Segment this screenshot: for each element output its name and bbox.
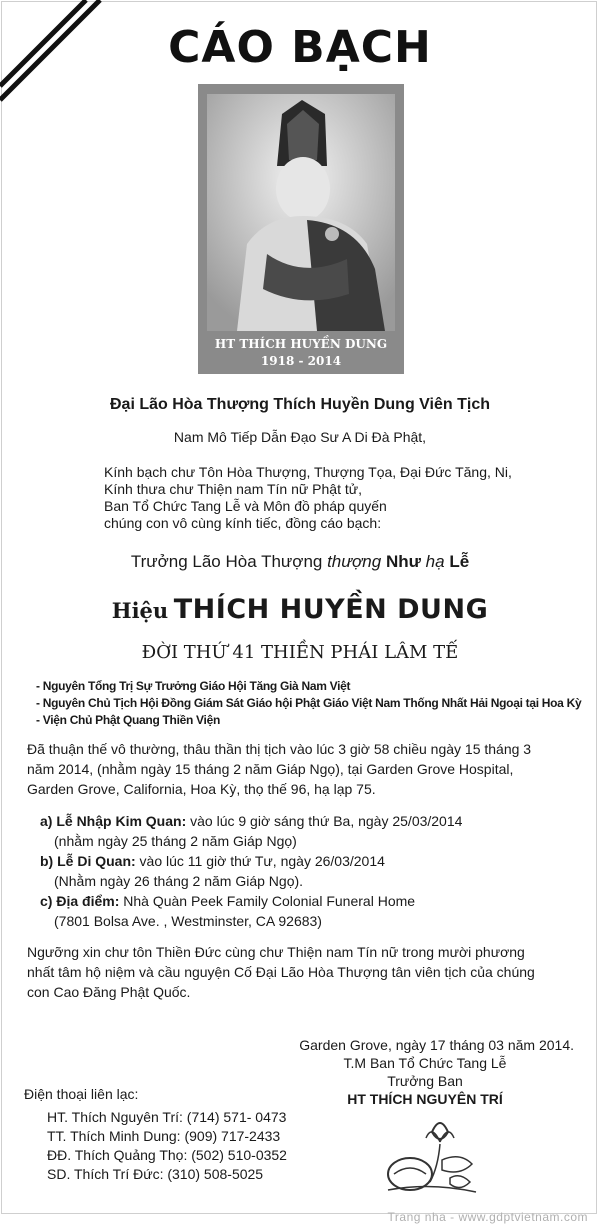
contact-heading: Điện thoại liên lạc: bbox=[24, 1086, 139, 1102]
event-procession bbox=[40, 851, 462, 871]
portrait-caption bbox=[198, 336, 404, 370]
event-label: a) Lễ Nhập Kim Quan: bbox=[40, 813, 187, 829]
caption-years: 1918 - 2014 bbox=[260, 354, 342, 368]
decree-part: hạ bbox=[425, 552, 445, 571]
paragraph-line: năm 2014, (nhằm ngày 15 tháng 2 năm Giáp Ngọ), tại Garden Grove Hospital, bbox=[27, 761, 514, 777]
portrait-photo bbox=[207, 94, 395, 331]
page-title: CÁO BẠCH bbox=[168, 22, 432, 73]
dharma-name-value: THÍCH HUYỀN DUNG bbox=[173, 594, 489, 625]
portrait-frame bbox=[198, 84, 404, 374]
event-address: (7801 Bolsa Ave. , Westminster, CA 92683) bbox=[54, 913, 322, 929]
list-item: - Viện Chủ Phật Quang Thiền Viện bbox=[36, 713, 220, 727]
paragraph-line: Garden Grove, California, Hoa Kỳ, thọ thế 96, hạ lạp 75. bbox=[27, 781, 376, 797]
announcement-heading: Đại Lão Hòa Thượng Thích Huyền Dung Viên Tịch bbox=[109, 396, 490, 413]
contact-item: SD. Thích Trí Đức: (310) 508-5025 bbox=[47, 1166, 264, 1182]
signature-name: HT THÍCH NGUYÊN TRÍ bbox=[347, 1091, 503, 1107]
address-line: chúng con vô cùng kính tiếc, đồng cáo bạch: bbox=[104, 515, 382, 531]
lineage: ĐỜI THỨ 41 THIỀN PHÁI LÂM TẾ bbox=[141, 642, 459, 663]
event-note: (Nhằm ngày 26 tháng 2 năm Giáp Ngọ). bbox=[54, 873, 304, 889]
event-note: (nhằm ngày 25 tháng 2 năm Giáp Ngọ) bbox=[54, 833, 297, 849]
address-block bbox=[104, 464, 512, 532]
decree-line bbox=[0, 552, 600, 572]
contact-item: HT. Thích Nguyên Trí: (714) 571- 0473 bbox=[47, 1109, 287, 1125]
contact-item: ĐĐ. Thích Quảng Thọ: (502) 510-0352 bbox=[47, 1147, 287, 1163]
caption-name: HT THÍCH HUYỀN DUNG bbox=[214, 337, 388, 351]
decree-part: Như bbox=[385, 552, 421, 571]
lotus-icon bbox=[380, 1112, 480, 1196]
event-label: b) Lễ Di Quan: bbox=[40, 853, 136, 869]
signature-place-date: Garden Grove, ngày 17 tháng 03 năm 2014. bbox=[299, 1037, 574, 1053]
event-text: Nhà Quàn Peek Family Colonial Funeral Home bbox=[119, 893, 416, 909]
events-list bbox=[40, 811, 462, 931]
passing-paragraph bbox=[27, 739, 582, 799]
titles-list bbox=[36, 678, 581, 729]
decree-part: thượng bbox=[327, 552, 382, 571]
paragraph-line: con Cao Đăng Phật Quốc. bbox=[27, 984, 191, 1000]
footer-credit: Trang nha - www.gdptvietnam.com bbox=[387, 1210, 588, 1224]
event-location bbox=[40, 891, 462, 911]
signature-org: T.M Ban Tổ Chức Tang Lễ bbox=[343, 1055, 507, 1071]
signature-role: Trưởng Ban bbox=[387, 1073, 463, 1089]
signature-block bbox=[270, 1036, 580, 1108]
address-line: Kính bạch chư Tôn Hòa Thượng, Thượng Tọa, Đại Đức Tăng, Ni, bbox=[104, 464, 512, 480]
event-text: vào lúc 11 giờ thứ Tư, ngày 26/03/2014 bbox=[135, 853, 385, 869]
salutation: Nam Mô Tiếp Dẫn Đạo Sư A Di Đà Phật, bbox=[173, 429, 427, 445]
dharma-name-prefix: Hiệu bbox=[111, 598, 169, 623]
paragraph-line: Đã thuận thế vô thường, thâu thần thị tịch vào lúc 3 giờ 58 chiều ngày 15 tháng 3 bbox=[27, 741, 532, 757]
contact-list bbox=[47, 1108, 287, 1184]
decree-part: Lễ bbox=[449, 552, 470, 571]
prayer-paragraph bbox=[27, 942, 582, 1002]
decree-part: Trưởng Lão Hòa Thượng bbox=[130, 552, 328, 571]
contact-item: TT. Thích Minh Dung: (909) 717-2433 bbox=[47, 1128, 281, 1144]
dharma-name bbox=[0, 594, 600, 625]
address-line: Kính thưa chư Thiện nam Tín nữ Phật tử, bbox=[104, 481, 362, 497]
event-encoffining bbox=[40, 811, 462, 831]
event-text: vào lúc 9 giờ sáng thứ Ba, ngày 25/03/2014 bbox=[186, 813, 463, 829]
paragraph-line: Ngưỡng xin chư tôn Thiền Đức cùng chư Thiện nam Tín nữ trong mười phương bbox=[27, 944, 525, 960]
list-item: - Nguyên Chủ Tịch Hội Đồng Giám Sát Giáo hội Phật Giáo Việt Nam Thống Nhất Hải Ngoại tại Hoa Kỳ bbox=[36, 696, 582, 710]
paragraph-line: nhất tâm hộ niệm và cầu nguyện Cố Đại Lão Hòa Thượng tân viên tịch của chúng bbox=[27, 964, 535, 980]
list-item: - Nguyên Tổng Trị Sự Trưởng Giáo Hội Tăng Già Nam Việt bbox=[36, 679, 351, 693]
address-line: Ban Tổ Chức Tang Lễ và Môn đồ pháp quyến bbox=[104, 498, 387, 514]
event-label: c) Địa điểm: bbox=[40, 893, 120, 909]
